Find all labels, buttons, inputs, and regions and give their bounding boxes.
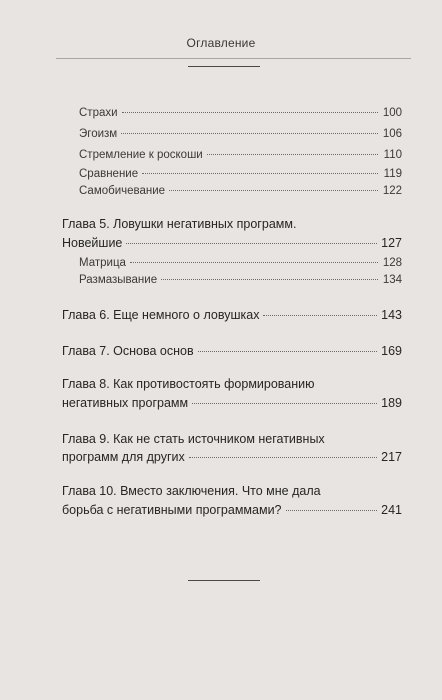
- toc-item-sravnenie[interactable]: Сравнение 119: [79, 168, 402, 180]
- toc-item-samobichevanie[interactable]: Самобичевание 122: [79, 185, 402, 197]
- toc-chapter-9[interactable]: программ для других 217: [62, 450, 402, 464]
- leader-dots: [121, 132, 378, 134]
- toc-chapter-8-line1[interactable]: Глава 8. Как противостоять формированию: [62, 377, 315, 391]
- short-rule-bottom: [188, 580, 260, 581]
- leader-dots: [142, 172, 378, 174]
- leader-dots: [192, 402, 377, 404]
- leader-dots: [263, 314, 377, 316]
- toc-chapter-8[interactable]: негативных программ 189: [62, 396, 402, 410]
- leader-dots: [169, 189, 378, 191]
- leader-dots: [130, 261, 378, 263]
- toc-item-strakhi[interactable]: Страхи 100: [79, 107, 402, 119]
- leader-dots: [198, 350, 378, 352]
- toc-item-egoizm[interactable]: Эгоизм 106: [79, 128, 402, 140]
- toc-chapter-6[interactable]: Глава 6. Еще немного о ловушках 143: [62, 308, 402, 322]
- toc-chapter-10[interactable]: борьба с негативными программами? 241: [62, 503, 402, 517]
- leader-dots: [189, 456, 377, 458]
- toc-item-matritsa[interactable]: Матрица 128: [79, 257, 402, 269]
- page-header: Оглавление: [186, 36, 256, 50]
- leader-dots: [207, 153, 378, 155]
- toc-chapter-5[interactable]: Новейшие 127: [62, 236, 402, 250]
- toc-item-stremlenie[interactable]: Стремление к роскоши 110: [79, 149, 402, 161]
- toc-chapter-10-line1[interactable]: Глава 10. Вместо заключения. Что мне дала: [62, 484, 321, 498]
- toc-chapter-9-line1[interactable]: Глава 9. Как не стать источником негативных: [62, 432, 325, 446]
- leader-dots: [286, 509, 378, 511]
- toc-chapter-7[interactable]: Глава 7. Основа основ 169: [62, 344, 402, 358]
- toc-chapter-5-line1[interactable]: Глава 5. Ловушки негативных программ.: [62, 217, 297, 231]
- leader-dots: [122, 111, 378, 113]
- short-rule-top: [188, 66, 260, 67]
- leader-dots: [126, 242, 377, 244]
- toc-item-razmazyvanie[interactable]: Размазывание 134: [79, 274, 402, 286]
- leader-dots: [161, 278, 378, 280]
- header-rule: [56, 58, 411, 59]
